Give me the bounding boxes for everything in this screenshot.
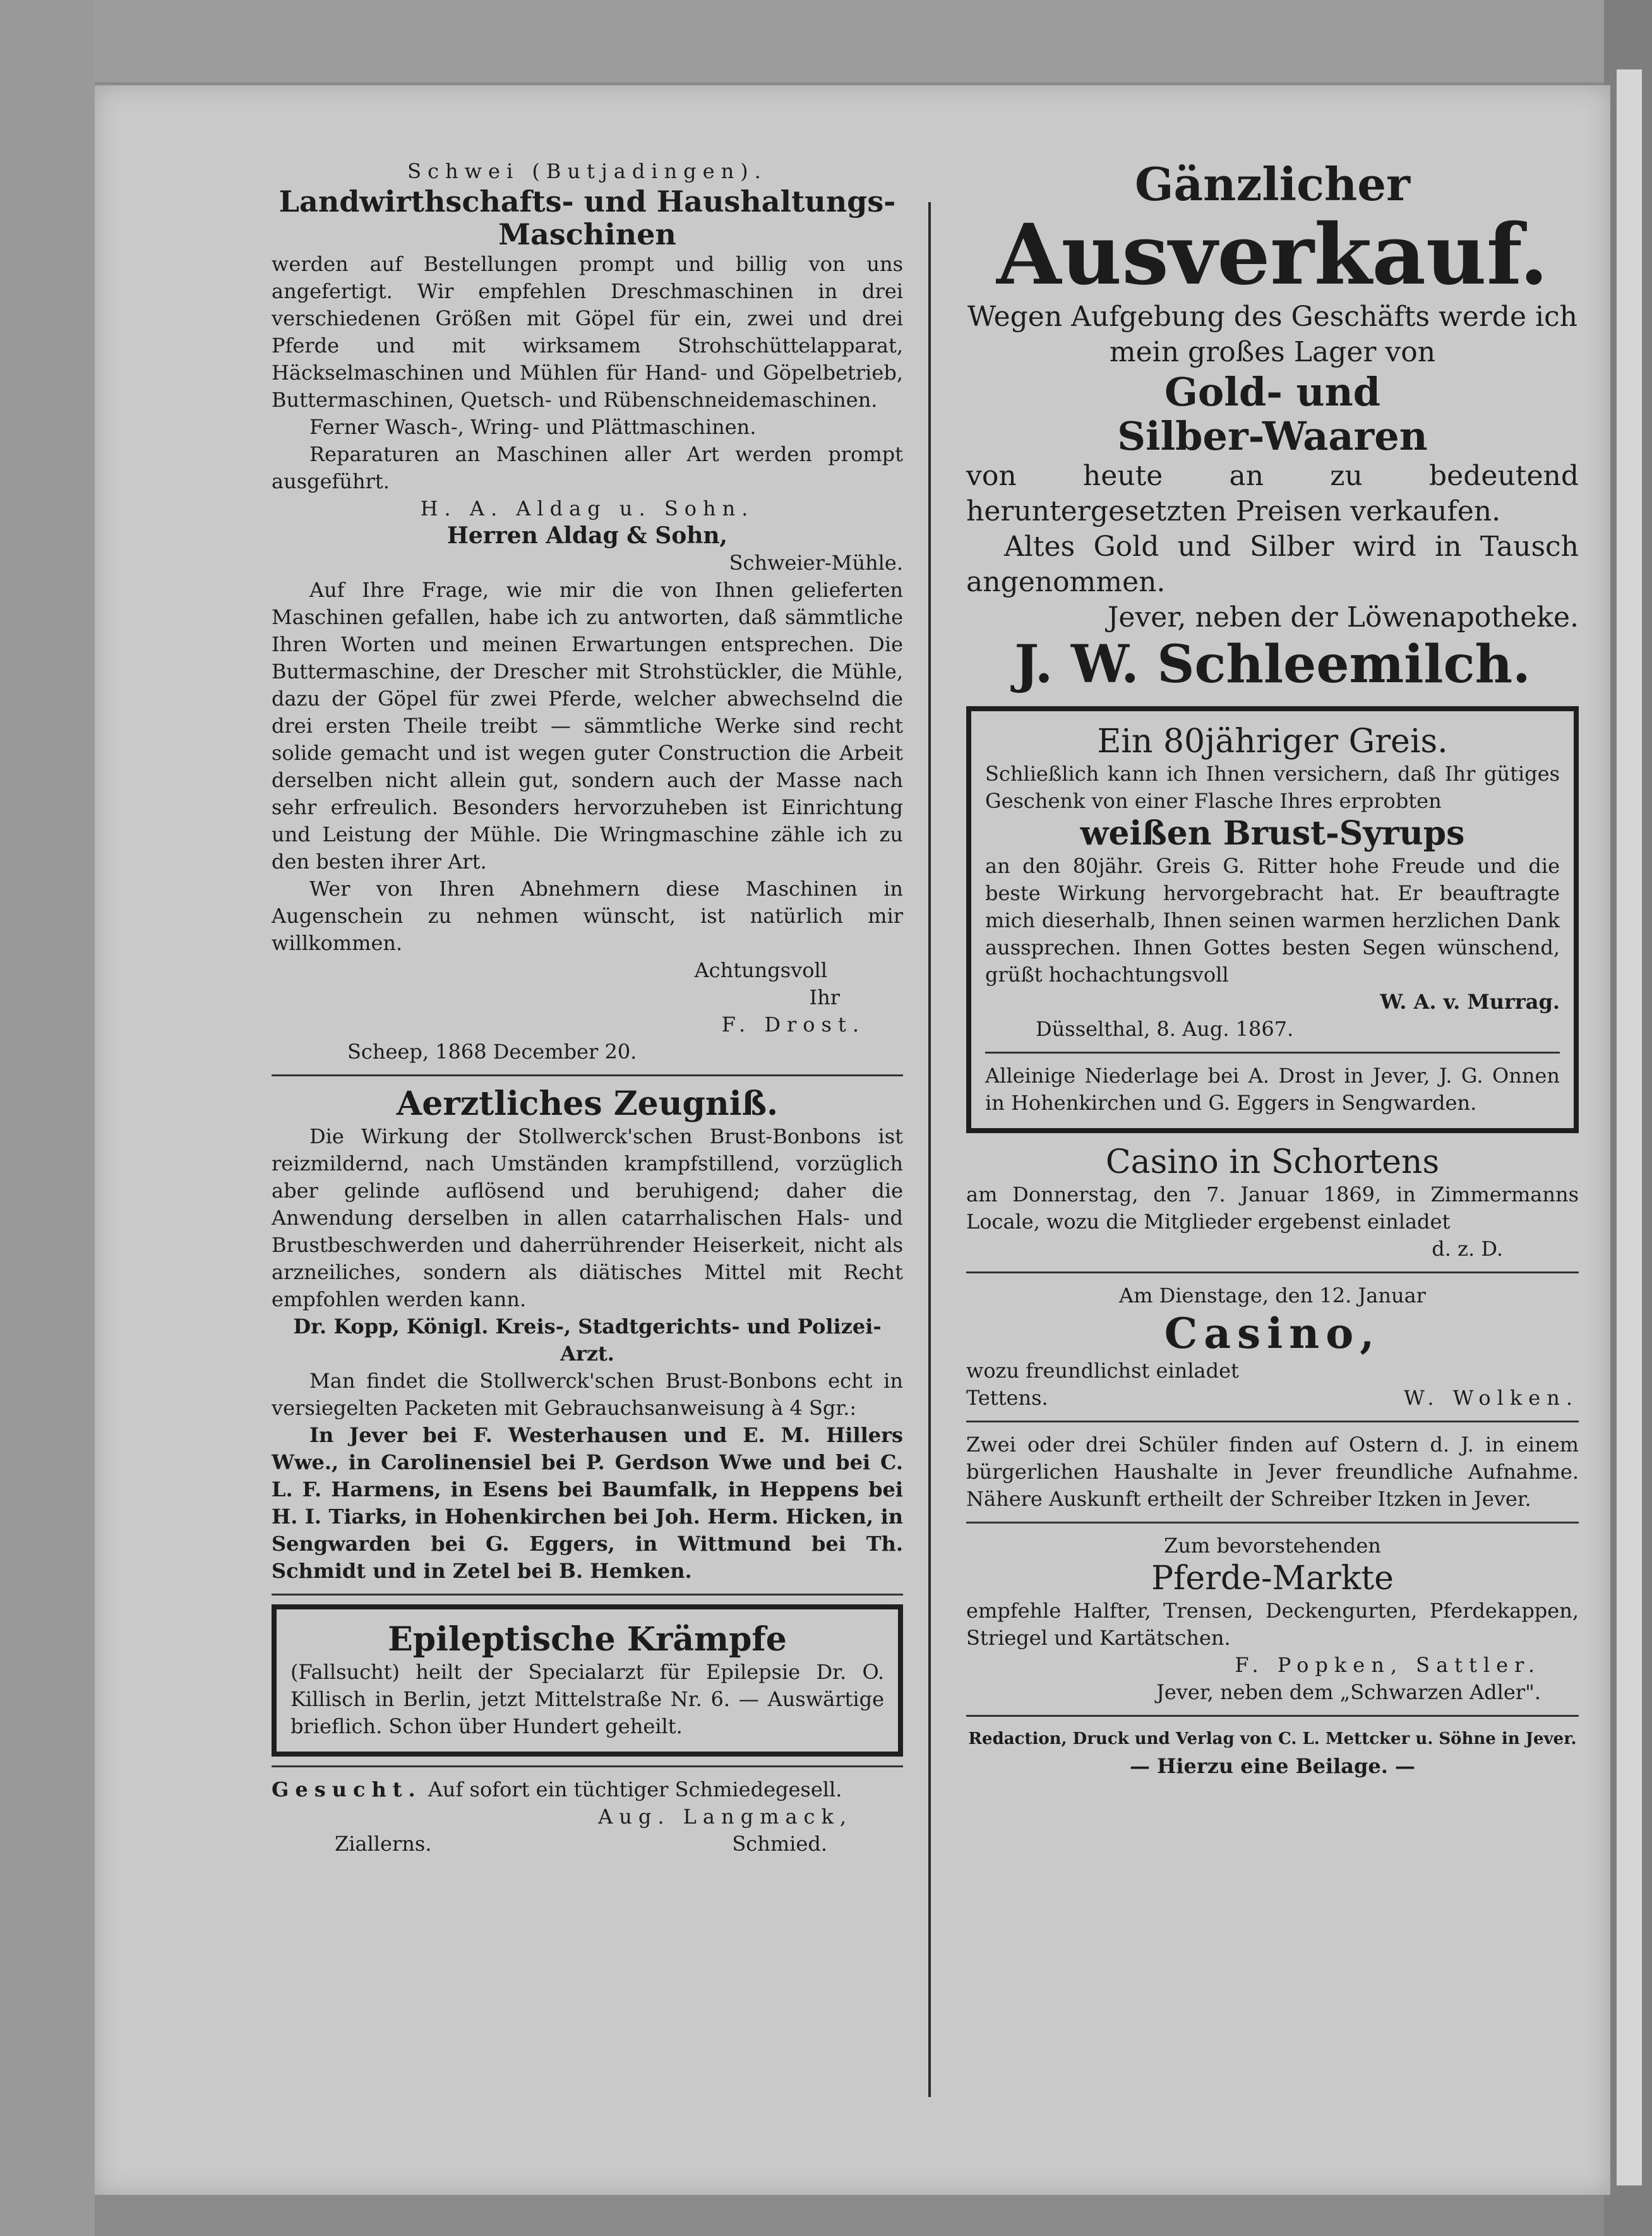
separator [272,1074,903,1076]
ad-syrup-box [966,706,1579,1133]
page-stack-edge [1617,69,1642,2185]
binder-top-edge [0,0,1652,82]
separator [966,1271,1579,1273]
ad-body: am Donnerstag, den 7. Januar 1869, in Zimmermanns Locale, wozu die Mitglieder ergebenst einladet [966,1182,1579,1234]
letter-dateline: Scheep, 1868 December 20. [347,1040,637,1064]
ad-signature: d. z. D. [1432,1237,1503,1261]
ad-headline: Pferde-Markte [1151,1560,1394,1597]
ad-body: Auf sofort ein tüchtiger Schmiedegesell. [428,1777,842,1801]
separator [272,1594,903,1596]
ad-headline: Ein 80jähriger Greis. [1097,723,1448,760]
ad-signature: J. W. Schleemilch. [1014,634,1531,695]
ad-body: Die Wirkung der Stollwerck'schen Brust-Bonbons ist reizmildernd, nach Umständen krampfstillend, vorzüglich aber gelinde auflösend und beruhigend; daher die Anwendung derselben in allen catarrhalischen Hals- und Brustbeschwerden und daherrührender Heiserkeit, nicht als arzneiliches, sondern als diätisches Mittel mit Recht empfohlen werden kann. [272,1124,903,1311]
ad-body-2: Man findet die Stollwerck'schen Brust-Bonbons echt in versiegelten Packeten mit Gebrauchsanweisung à 4 Sgr.: [272,1369,903,1420]
ad-headline: Casino, [1164,1309,1381,1358]
ad-headline-3: Gold- und [1164,369,1381,415]
ad-footer: Alleinige Niederlage bei A. Drost in Jever, J. G. Onnen in Hohenkirchen und G. Eggers in Sengwarden. [985,1064,1560,1115]
ad-signature: F. Popken, Sattler. [1235,1653,1541,1677]
ad-body-2: Ferner Wasch-, Wring- und Plättmaschinen. [309,415,757,439]
separator [966,1715,1579,1717]
binder-left-edge [0,0,95,2236]
ad-headline-2: Ausverkauf. [997,206,1548,304]
ad-headline: Landwirthschafts- und Haushaltungs- [278,184,896,219]
ad-headline: Epileptische Krämpfe [388,1620,787,1659]
ad-place: Tettens. [966,1386,1048,1410]
ad-place: Ziallerns. [335,1832,432,1856]
ad-line: Am Dienstage, den 12. Januar [1119,1283,1426,1307]
ad-headline: Casino in Schortens [1105,1143,1440,1181]
right-column [966,158,1579,1780]
ad-lead: Gesucht. [272,1777,422,1801]
ad-body-2: an den 80jähr. Greis G. Ritter hohe Freude und die beste Wirkung hervorgebracht hat. Er beauftragte mich dieserhalb, Ihnen seinen warmen herzlichen Dank aussprechen. Ihnen Gottes besten Segen wünschend, grüßt hochachtungsvoll [985,854,1560,987]
ad-body: Schließlich kann ich Ihnen versichern, daß Ihr gütiges Geschenk von einer Flasche Ihres erprobten [985,762,1560,813]
ad-body: Zwei oder drei Schüler finden auf Ostern d. J. in einem bürgerlichen Haushalte in Jever freundliche Aufnahme. Nähere Auskunft ertheilt der Schreiber Itzken in Jever. [966,1433,1579,1511]
ad-body-4: Jever, neben der Löwenapotheke. [1107,601,1579,634]
ad-body-3: Reparaturen an Maschinen aller Art werden prompt ausgeführt. [272,442,903,493]
ad-signature: Dr. Kopp, Königl. Kreis-, Stadtgerichts- und Polizei-Arzt. [293,1314,882,1366]
ad-clearance [966,158,1579,694]
ad-casino-tettens [966,1282,1579,1412]
separator [985,1052,1560,1054]
separator [966,1421,1579,1422]
ad-wanted [272,1776,903,1858]
letter-closing-name: F. Drost. [721,1013,865,1037]
page-footer [966,1726,1579,1780]
ad-body: (Fallsucht) heilt der Specialarzt für Epilepsie Dr. O. Killisch in Berlin, jetzt Mittelstraße Nr. 6. — Auswärtige brieflich. Schon über Hundert geheilt. [290,1660,884,1738]
separator [966,1522,1579,1524]
ad-dateline: Düsselthal, 8. Aug. 1867. [1036,1017,1294,1041]
ad-body-2: von heute an zu bedeutend heruntergesetzten Preisen verkaufen. [966,460,1579,527]
ad-role: Schmied. [732,1832,827,1856]
ad-body: wozu freundlichst einladet [966,1359,1239,1383]
ad-headline: Aerztliches Zeugniß. [396,1085,779,1123]
left-column [272,158,903,1858]
ad-epilepsy-box [272,1604,903,1757]
letter-closing-2: Ihr [809,985,840,1009]
ad-body: empfehle Halfter, Trensen, Deckengurten, Pferdekappen, Striegel und Kartätschen. [966,1599,1579,1650]
letter-salutation: Herren Aldag & Sohn, [446,522,728,549]
ad-location: Schwei (Butjadingen). [407,159,767,183]
ad-body-3: In Jever bei F. Westerhausen und E. M. Hillers Wwe., in Carolinensiel bei P. Gerdson Wwe und bei C. L. F. Harmens, in Esens bei Baumfalk, in Heppens bei H. I. Tiarks, in Hohenkirchen bei Joh. Herm. Hicken, in Sengwarden bei G. Eggers, in Wittmund bei Th. Schmidt und in Zetel bei B. Hemken. [272,1423,903,1583]
supplement-note: — Hierzu eine Beilage. — [1129,1754,1416,1778]
separator [272,1765,903,1767]
ad-headline-4: Silber-Waaren [1117,413,1428,459]
ad-signature: W. A. v. Murrag. [1380,990,1560,1014]
ad-horse-market [966,1532,1579,1706]
letter-body: Auf Ihre Frage, wie mir die von Ihnen gelieferten Maschinen gefallen, habe ich zu antworten, daß sämmtliche Ihren Worten und meinen Erwartungen entsprechen. Die Buttermaschine, der Drescher mit Strohstückler, die Mühle, dazu der Göpel für zwei Pferde, welcher abwechselnd die drei ersten Theile treibt — sämmtliche Werke sind recht solide gemacht und ist wegen guter Construction die Arbeit derselben nicht allein gut, sondern auch der Masse nach sehr erfreulich. Besonders hervorzuheben ist Einrichtung und Leistung der Mühle. Die Wringmaschine zähle ich zu den besten ihrer Art. [272,578,903,874]
letter-place: Schweier-Mühle. [729,551,903,575]
ad-casino-schortens [966,1143,1579,1263]
ad-signature: H. A. Aldag u. Sohn. [420,496,755,520]
imprint: Redaction, Druck und Verlag von C. L. Mettcker u. Söhne in Jever. [968,1729,1577,1748]
ad-students [966,1431,1579,1513]
ad-address: Jever, neben dem „Schwarzen Adler". [1156,1680,1541,1704]
ad-bonbons [272,1085,903,1585]
ad-signature: Aug. Langmack, [598,1805,853,1829]
ad-body: werden auf Bestellungen prompt und billig von uns angefertigt. Wir empfehlen Dreschmaschinen in drei verschiedenen Größen mit Göpel für ein, zwei und drei Pferde und mit wirksamem Strohschüttelapparat, Häckselmaschinen und Mühlen für Hand- und Göpelbetrieb, Buttermaschinen, Quetsch- und Rübenschneidemaschinen. [272,252,903,412]
ad-line: Zum bevorstehenden [1164,1534,1381,1558]
ad-headline-2: Maschinen [498,217,676,251]
column-divider [928,202,931,2097]
ad-signature: W. Wolken. [1404,1386,1579,1410]
ad-product: weißen Brust-Syrups [1080,814,1465,853]
ad-body: Wegen Aufgebung des Geschäfts werde ich mein großes Lager von [967,301,1578,368]
letter-closing: Achtungsvoll [694,958,827,982]
ad-headline: Gänzlicher [1134,157,1410,211]
letter-body-2: Wer von Ihren Abnehmern diese Maschinen in Augenschein zu nehmen wünscht, ist natürlich mir willkommen. [272,877,903,955]
ad-body-3: Altes Gold und Silber wird in Tausch angenommen. [966,531,1579,598]
ad-machines [272,158,903,1066]
